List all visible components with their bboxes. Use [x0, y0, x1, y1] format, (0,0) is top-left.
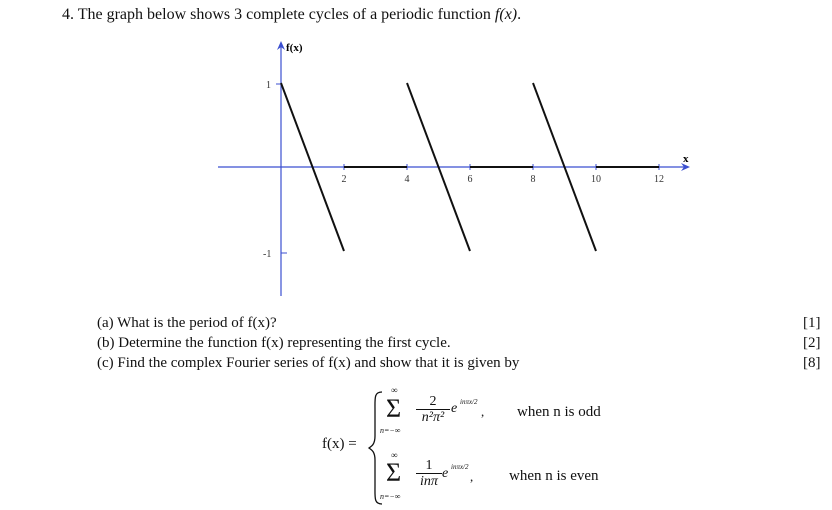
part-b	[97, 335, 451, 352]
x-tick-label-2: 2	[341, 174, 347, 185]
case1-condition: when n is odd	[517, 404, 601, 420]
x-tick-label-6: 6	[467, 174, 473, 185]
part-c-label: (c)	[97, 355, 114, 371]
case2-sigma-icon: Σ	[386, 458, 402, 487]
case1-e: e	[451, 401, 458, 416]
part-a-marks: [1]	[803, 315, 821, 331]
case2-sum-bottom: n=−∞	[380, 492, 401, 501]
case1-sum-top: ∞	[391, 385, 398, 395]
y-tick-label-1: 1	[266, 80, 271, 91]
part-b-text: Determine the function f(x) representing the first cycle.	[118, 335, 451, 351]
part-a-text: What is the period of f(x)?	[117, 315, 277, 331]
case2-sum-top: ∞	[391, 450, 398, 460]
x-tick-label-12: 12	[654, 174, 664, 185]
question-text: The graph below shows 3 complete cycles of a periodic function	[77, 6, 495, 23]
case1-exponent: inπx/2	[460, 398, 478, 406]
question-end: .	[517, 6, 522, 23]
case1-sigma-icon: Σ	[386, 394, 402, 423]
case2-exponent: inπx/2	[451, 463, 469, 471]
x-tick-label-10: 10	[591, 174, 601, 185]
question-function: f(x)	[494, 6, 518, 23]
y-tick-label-neg1: -1	[263, 249, 272, 260]
case2-comma: ,	[470, 469, 474, 484]
left-brace	[366, 390, 386, 506]
x-axis-label: x	[683, 153, 689, 165]
case2-numerator: 1	[416, 458, 442, 474]
part-c	[97, 355, 519, 372]
case2-e: e	[442, 466, 449, 481]
case2-denominator: inπ	[420, 474, 438, 489]
part-b-label: (b)	[97, 335, 115, 351]
formula-lhs: f(x) =	[322, 436, 357, 452]
part-a-label: (a)	[97, 315, 114, 331]
x-tick-label-8: 8	[530, 174, 536, 185]
y-axis-label: f(x)	[286, 42, 303, 54]
case1-sum-bottom: n=−∞	[380, 426, 401, 435]
part-c-text: Find the complex Fourier series of f(x) and show that it is given by	[117, 355, 520, 371]
case2-fraction	[416, 458, 442, 489]
part-b-marks: [2]	[803, 335, 821, 351]
case1-comma: ,	[481, 404, 485, 419]
question-number: 4.	[62, 6, 74, 23]
case2-condition: when n is even	[509, 468, 599, 484]
x-tick-label-4: 4	[404, 174, 410, 185]
part-c-marks: [8]	[803, 355, 821, 371]
case1-fraction	[416, 394, 450, 425]
case1-denominator: n²π²	[421, 410, 445, 425]
part-a	[97, 315, 277, 332]
case1-numerator: 2	[416, 394, 450, 410]
